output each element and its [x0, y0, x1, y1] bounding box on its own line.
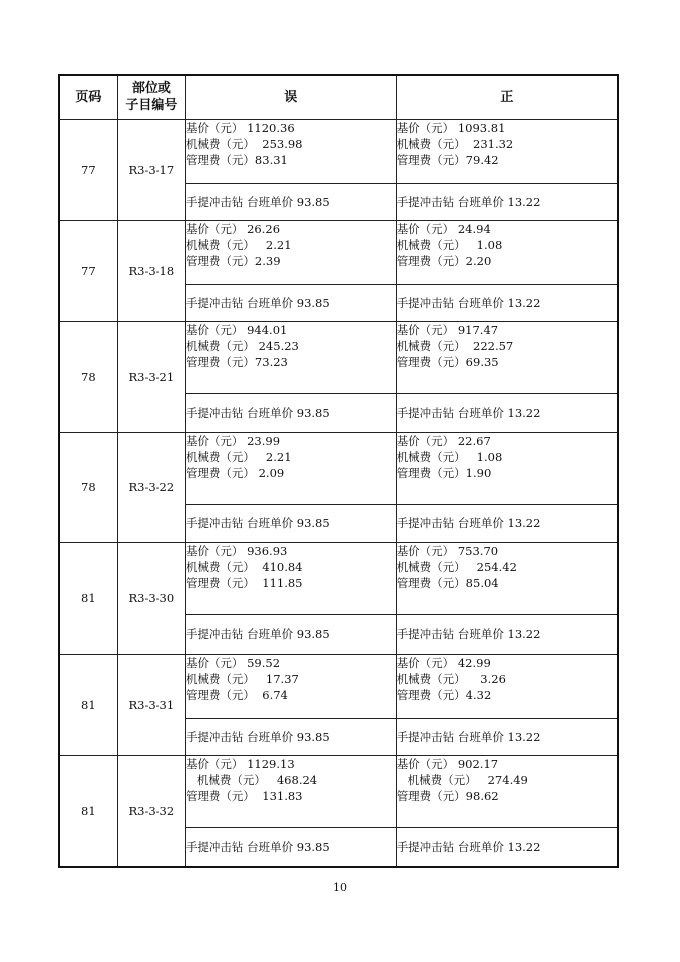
- page-cell: 78: [59, 432, 117, 542]
- right-rate-cell: 手提冲击钻 台班单价 13.22: [396, 827, 618, 867]
- right-value-line: 管理费（元）85.04: [396, 575, 499, 590]
- code-cell: R3-3-17: [117, 119, 185, 220]
- wrong-value-line: 基价（元） 1129.13: [185, 756, 295, 771]
- header-right: 正: [396, 75, 618, 119]
- wrong-value-line: 基价（元） 23.99: [185, 433, 281, 448]
- right-value-line: 基价（元） 1093.81: [396, 120, 506, 135]
- right-values-cell: [396, 220, 618, 284]
- wrong-rate-cell: 手提冲击钻 台班单价 93.85: [185, 827, 396, 867]
- wrong-value-line: 机械费（元） 245.23: [185, 338, 299, 353]
- page-cell: 81: [59, 755, 117, 867]
- right-value-line: 基价（元） 22.67: [396, 433, 491, 448]
- header-page: 页码: [59, 75, 117, 119]
- wrong-value-line: 管理费（元）73.23: [185, 354, 288, 369]
- right-rate-cell: 手提冲击钻 台班单价 13.22: [396, 183, 618, 220]
- page-number: 10: [333, 881, 347, 894]
- table-row: [59, 755, 618, 827]
- wrong-value-line: 基价（元） 1120.36: [185, 120, 295, 135]
- code-cell: R3-3-18: [117, 220, 185, 321]
- wrong-rate-cell: 手提冲击钻 台班单价 93.85: [185, 504, 396, 542]
- wrong-value-line: 管理费（元） 6.74: [185, 687, 288, 702]
- right-value-line: 基价（元） 902.17: [396, 756, 499, 771]
- right-value-line: 管理费（元）98.62: [396, 788, 499, 803]
- wrong-rate-cell: 手提冲击钻 台班单价 93.85: [185, 183, 396, 220]
- wrong-value-line: 管理费（元） 111.85: [185, 575, 303, 590]
- table-row: [59, 542, 618, 614]
- wrong-values-cell: [185, 220, 396, 284]
- right-values-cell: [396, 119, 618, 183]
- wrong-values-cell: [185, 432, 396, 504]
- wrong-value-line: 基价（元） 936.93: [185, 543, 288, 558]
- table-row: [59, 119, 618, 183]
- header-wrong: 误: [185, 75, 396, 119]
- code-cell: R3-3-22: [117, 432, 185, 542]
- right-rate-cell: 手提冲击钻 台班单价 13.22: [396, 504, 618, 542]
- wrong-value-line: 机械费（元） 410.84: [185, 559, 303, 574]
- right-values-cell: [396, 542, 618, 614]
- page-cell: 78: [59, 321, 117, 432]
- right-value-line: 机械费（元） 274.49: [396, 772, 528, 787]
- wrong-value-line: 机械费（元） 2.21: [185, 449, 292, 464]
- page-cell: 81: [59, 542, 117, 654]
- right-values-cell: [396, 321, 618, 393]
- code-cell: R3-3-31: [117, 654, 185, 755]
- right-values-cell: [396, 654, 618, 718]
- wrong-value-line: 机械费（元） 17.37: [185, 671, 299, 686]
- wrong-value-line: 基价（元） 26.26: [185, 221, 281, 236]
- code-cell: R3-3-21: [117, 321, 185, 432]
- right-value-line: 基价（元） 42.99: [396, 655, 491, 670]
- wrong-values-cell: [185, 119, 396, 183]
- right-value-line: 机械费（元） 254.42: [396, 559, 517, 574]
- wrong-value-line: 管理费（元）83.31: [185, 152, 288, 167]
- table-row: [59, 654, 618, 718]
- wrong-rate-cell: 手提冲击钻 台班单价 93.85: [185, 393, 396, 432]
- header-row: [59, 75, 618, 119]
- wrong-value-line: 基价（元） 59.52: [185, 655, 281, 670]
- right-value-line: 机械费（元） 1.08: [396, 237, 503, 252]
- wrong-values-cell: [185, 321, 396, 393]
- table-row: [59, 321, 618, 393]
- wrong-values-cell: [185, 755, 396, 827]
- right-value-line: 管理费（元）2.20: [396, 253, 492, 268]
- wrong-value-line: 管理费（元） 2.09: [185, 465, 285, 480]
- wrong-value-line: 机械费（元） 468.24: [185, 772, 318, 787]
- wrong-rate-cell: 手提冲击钻 台班单价 93.85: [185, 284, 396, 321]
- right-value-line: 基价（元） 753.70: [396, 543, 499, 558]
- right-values-cell: [396, 755, 618, 827]
- right-value-line: 机械费（元） 231.32: [396, 136, 514, 151]
- right-value-line: 机械费（元） 3.26: [396, 671, 506, 686]
- code-cell: R3-3-30: [117, 542, 185, 654]
- header-code: 部位或 子目编号: [117, 75, 185, 119]
- errata-table: [58, 74, 619, 868]
- code-cell: R3-3-32: [117, 755, 185, 867]
- wrong-value-line: 管理费（元） 131.83: [185, 788, 303, 803]
- right-value-line: 管理费（元）4.32: [396, 687, 492, 702]
- right-value-line: 基价（元） 917.47: [396, 322, 499, 337]
- right-rate-cell: 手提冲击钻 台班单价 13.22: [396, 718, 618, 755]
- wrong-value-line: 基价（元） 944.01: [185, 322, 288, 337]
- table-row: [59, 432, 618, 504]
- wrong-values-cell: [185, 542, 396, 614]
- wrong-value-line: 机械费（元） 2.21: [185, 237, 292, 252]
- wrong-value-line: 管理费（元）2.39: [185, 253, 281, 268]
- wrong-values-cell: [185, 654, 396, 718]
- wrong-value-line: 机械费（元） 253.98: [185, 136, 303, 151]
- right-value-line: 基价（元） 24.94: [396, 221, 491, 236]
- right-value-line: 管理费（元）1.90: [396, 465, 492, 480]
- right-value-line: 管理费（元）79.42: [396, 152, 499, 167]
- right-rate-cell: 手提冲击钻 台班单价 13.22: [396, 284, 618, 321]
- right-value-line: 机械费（元） 1.08: [396, 449, 503, 464]
- wrong-rate-cell: 手提冲击钻 台班单价 93.85: [185, 718, 396, 755]
- right-rate-cell: 手提冲击钻 台班单价 13.22: [396, 393, 618, 432]
- right-values-cell: [396, 432, 618, 504]
- right-value-line: 管理费（元）69.35: [396, 354, 499, 369]
- page-cell: 81: [59, 654, 117, 755]
- wrong-rate-cell: 手提冲击钻 台班单价 93.85: [185, 614, 396, 654]
- page-cell: 77: [59, 119, 117, 220]
- right-rate-cell: 手提冲击钻 台班单价 13.22: [396, 614, 618, 654]
- right-value-line: 机械费（元） 222.57: [396, 338, 514, 353]
- table-row: [59, 220, 618, 284]
- page-cell: 77: [59, 220, 117, 321]
